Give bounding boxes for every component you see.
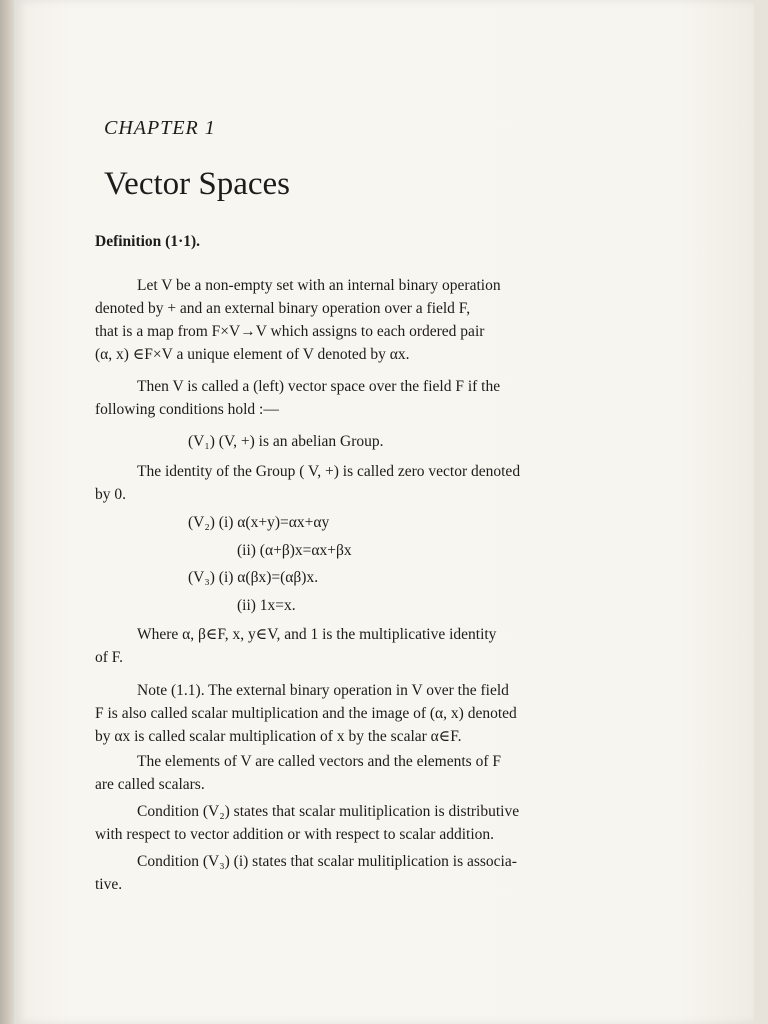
where-line-2: of F.: [95, 649, 124, 666]
cond-v2-line-1: Condition (V₂) states that scalar mulitiplication is distributive: [137, 803, 520, 820]
elements-line-1: The elements of V are called vectors and the elements of F: [137, 753, 501, 770]
where-line-1: Where α, β∈F, x, y∈V, and 1 is the multiplicative identity: [137, 626, 497, 643]
para2-line-2: following conditions hold :—: [95, 401, 279, 418]
identity-line-2: by 0.: [95, 486, 126, 503]
para1-line-3: that is a map from F×V→V which assigns to each ordered pair: [95, 323, 485, 340]
definition-heading: Definition (1·1).: [95, 233, 201, 250]
note-line-3: by αx is called scalar multiplication of x by the scalar α∈F.: [95, 728, 462, 745]
condition-v3-i: (V₃) (i) α(βx)=(αβ)x.: [188, 569, 319, 586]
para2-line-1: Then V is called a (left) vector space over the field F if the: [137, 378, 501, 395]
cond-v3-line-1: Condition (V₃) (i) states that scalar mulitiplication is associa-: [137, 853, 517, 870]
condition-v2-ii: (ii) (α+β)x=αx+βx: [237, 542, 352, 559]
chapter-label: CHAPTER 1: [104, 117, 216, 139]
para1-line-1: Let V be a non-empty set with an internal binary operation: [137, 277, 501, 294]
condition-v1: (V₁) (V, +) is an abelian Group.: [188, 433, 384, 450]
para1-line-4: (α, x) ∈F×V a unique element of V denoted by αx.: [95, 346, 410, 363]
chapter-title: Vector Spaces: [104, 166, 291, 202]
elements-line-2: are called scalars.: [95, 776, 205, 793]
note-line-2: F is also called scalar multiplication and the image of (α, x) denoted: [95, 705, 517, 722]
note-line-1: Note (1.1). The external binary operation in V over the field: [137, 682, 509, 699]
identity-line-1: The identity of the Group ( V, +) is called zero vector denoted: [137, 463, 521, 480]
cond-v3-line-2: tive.: [95, 876, 123, 893]
para1-line-2: denoted by + and an external binary operation over a field F,: [95, 300, 471, 317]
cond-v2-line-2: with respect to vector addition or with respect to scalar addition.: [95, 826, 495, 843]
book-binding: [0, 0, 14, 1024]
condition-v2-i: (V₂) (i) α(x+y)=αx+αy: [188, 514, 330, 531]
condition-v3-ii: (ii) 1x=x.: [237, 597, 296, 614]
